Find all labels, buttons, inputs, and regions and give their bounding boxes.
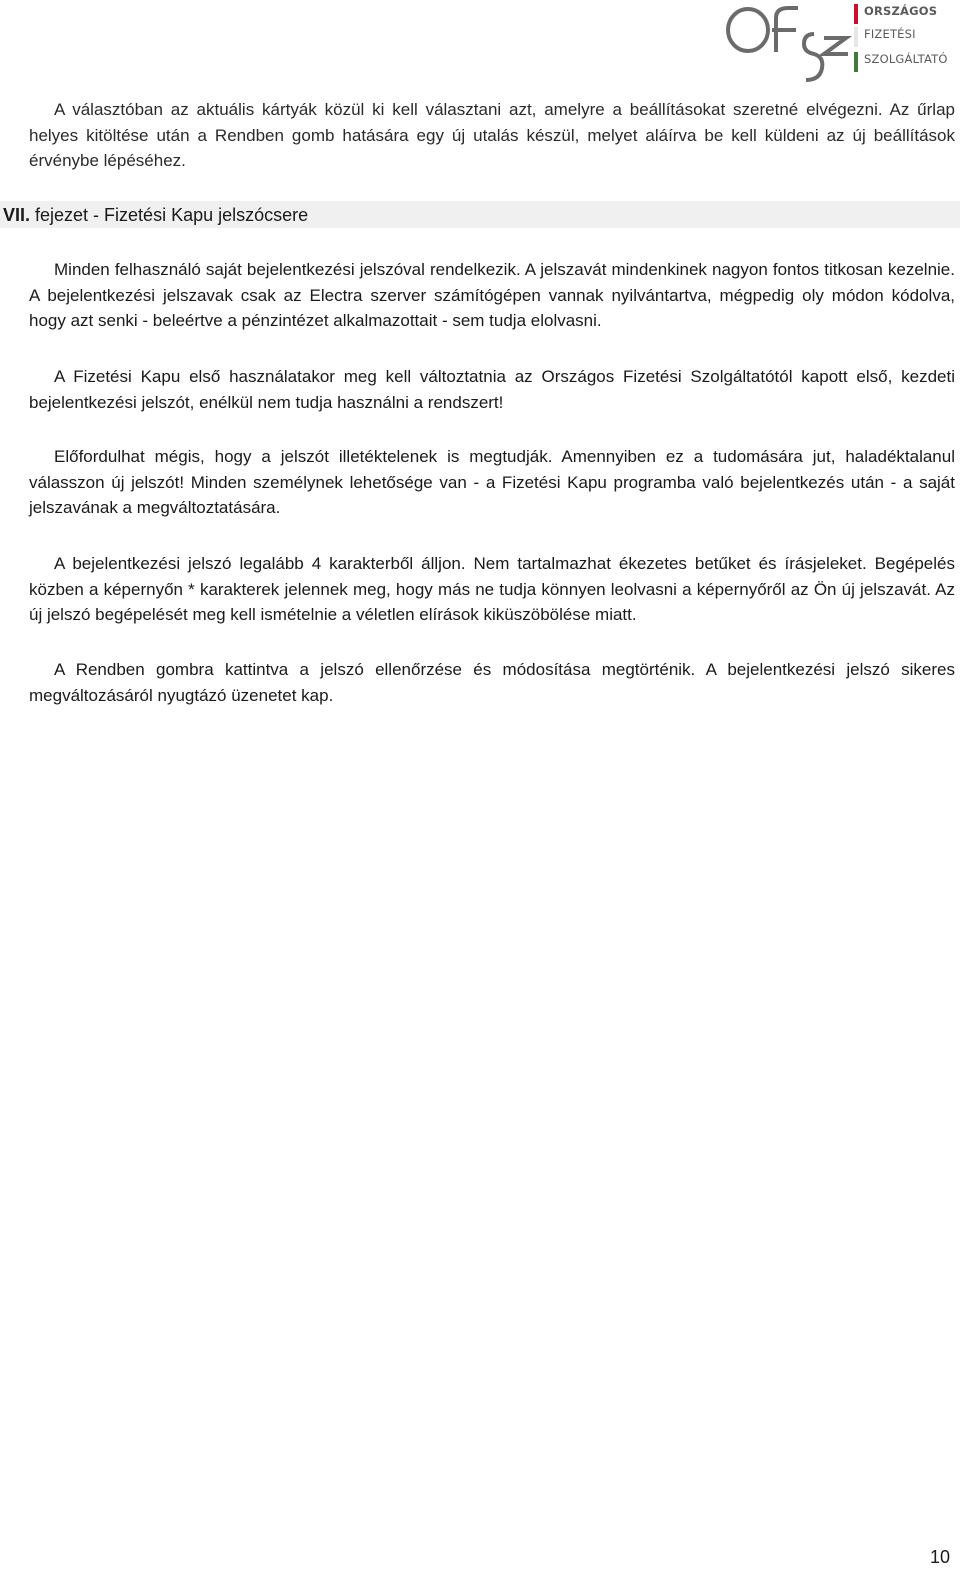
page-number: 10: [930, 1547, 951, 1567]
body-paragraph: A bejelentkezési jelszó legalább 4 karakterből álljon. Nem tartalmazhat ékezetes betűket és írásjeleket. Begépelés közben a képernyőn * karakterek jelennek meg, hogy más ne tudja könnyen leolvasni a képernyőről az Ön új jelszavát. Az új jelszó begépelését meg kell ismételnie a véletlen elírások kiküszöbölése miatt.: [29, 554, 955, 624]
body-paragraph: A Fizetési Kapu első használatakor meg kell változtatnia az Országos Fizetési Szolgáltatótól kapott első, kezdeti bejelentkezési jelszót, enélkül nem tudja használni a rendszert!: [29, 367, 955, 412]
body-paragraph: A Rendben gombra kattintva a jelszó ellenőrzése és módosítása megtörténik. A bejelentkezési jelszó sikeres megváltozásáról nyugtázó üzenetet kap.: [29, 660, 955, 705]
logo-text-line3: SZOLGÁLTATÓ: [864, 52, 948, 66]
ofsz-logo-mark: [724, 0, 854, 86]
section-title: fejezet - Fizetési Kapu jelszócsere: [30, 205, 309, 225]
section-heading: [3, 203, 308, 227]
logo-stripe-green: [854, 52, 858, 72]
logo-text-line1: ORSZÁGOS: [864, 4, 938, 18]
section-number: VII.: [3, 205, 31, 225]
intro-paragraph: A választóban az aktuális kártyák közül ki kell választani azt, amelyre a beállításokat szeretné elvégezni. Az űrlap helyes kitöltése után a Rendben gomb hatására egy új utalás készül, melyet aláírva be kell küldeni az új beállítások érvénybe lépéséhez.: [29, 100, 955, 170]
logo-text-line2: FIZETÉSI: [864, 27, 916, 41]
logo-stripe-white: [854, 27, 858, 47]
body-paragraph: Minden felhasználó saját bejelentkezési jelszóval rendelkezik. A jelszavát mindenkinek nagyon fontos titkosan kezelnie. A bejelentkezési jelszavak csak az Electra szerver számítógépen vannak nyilvántartva, mégpedig oly módon kódolva, hogy azt senki - beleértve a pénzintézet alkalmazottait - sem tudja elolvasni.: [29, 260, 955, 330]
logo-stripe-red: [854, 4, 858, 24]
body-paragraph: Előfordulhat mégis, hogy a jelszót illetéktelenek is megtudják. Amennyiben ez a tudomására jut, haladéktalanul válasszon új jelszót! Minden személynek lehetősége van - a Fizetési Kapu programba való bejelentkezés után - a saját jelszavának a megváltoztatására.: [29, 447, 955, 517]
